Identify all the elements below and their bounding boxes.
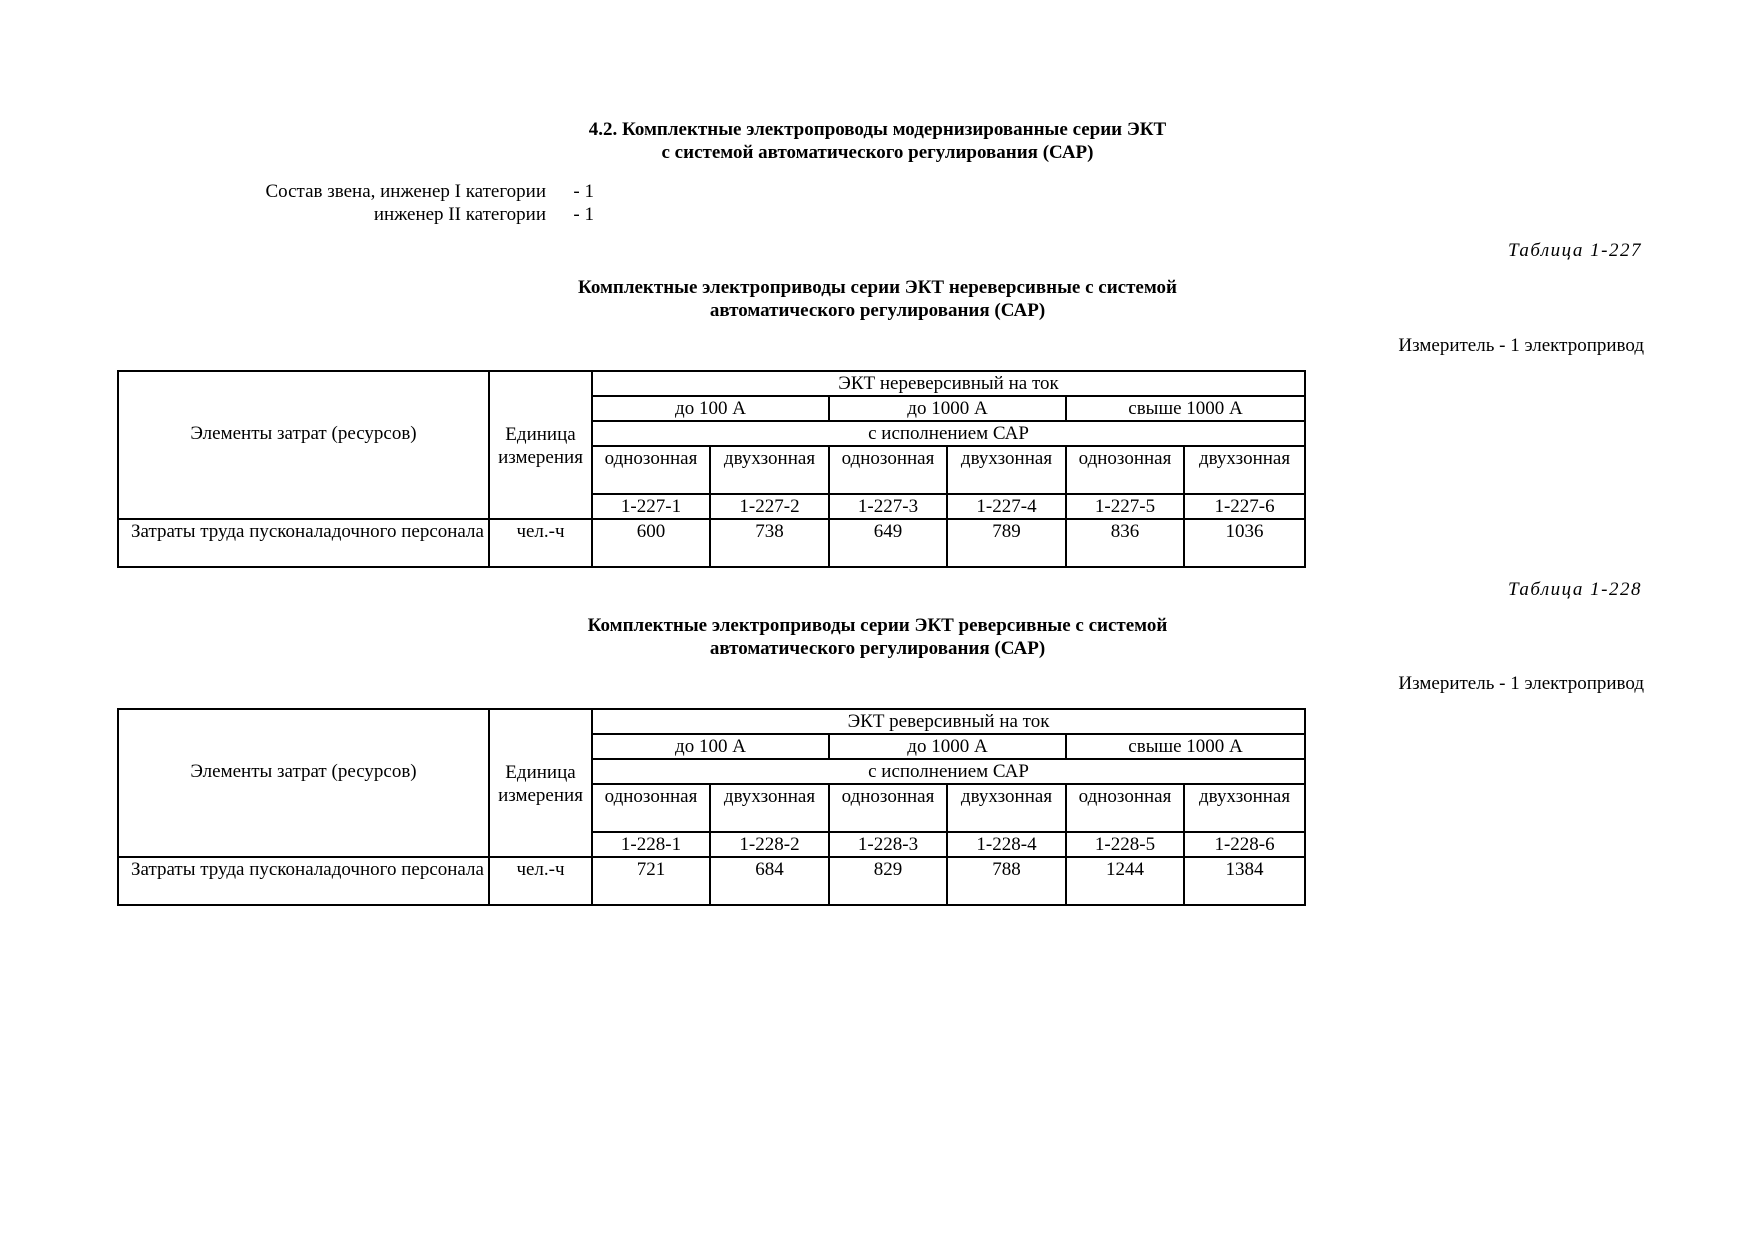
table-title-line1: Комплектные электроприводы серии ЭКТ реверсивные с системой xyxy=(587,615,1168,636)
row-name: Затраты труда пусконаладочного персонала xyxy=(118,857,489,905)
table-title xyxy=(0,276,1755,322)
header-resources: Элементы затрат (ресурсов) xyxy=(118,709,489,832)
header-zone: однозонная xyxy=(1066,446,1184,494)
header-group: ЭКТ нереверсивный на ток xyxy=(592,371,1305,396)
value-cell: 684 xyxy=(710,857,829,905)
cost-table-227 xyxy=(117,370,1306,568)
code-cell: 1-227-4 xyxy=(947,494,1066,519)
header-execution: с исполнением САР xyxy=(592,421,1305,446)
crew-composition xyxy=(200,180,594,226)
header-zone: однозонная xyxy=(829,784,947,832)
header-zone: двухзонная xyxy=(710,784,829,832)
code-cell: 1-228-2 xyxy=(710,832,829,857)
header-resources: Элементы затрат (ресурсов) xyxy=(118,371,489,494)
value-cell: 1036 xyxy=(1184,519,1305,567)
header-zone: однозонная xyxy=(829,446,947,494)
code-cell: 1-227-2 xyxy=(710,494,829,519)
table-number: Таблица 1-228 xyxy=(1507,579,1642,600)
table-row xyxy=(118,519,1305,567)
code-cell: 1-228-5 xyxy=(1066,832,1184,857)
code-cell: 1-228-1 xyxy=(592,832,710,857)
header-unit: Единица измерения xyxy=(489,371,592,494)
value-cell: 1384 xyxy=(1184,857,1305,905)
row-unit: чел.-ч xyxy=(489,857,592,905)
header-zone: двухзонная xyxy=(947,784,1066,832)
value-cell: 829 xyxy=(829,857,947,905)
value-cell: 600 xyxy=(592,519,710,567)
value-cell: 1244 xyxy=(1066,857,1184,905)
code-cell: 1-227-1 xyxy=(592,494,710,519)
table-title xyxy=(0,614,1755,660)
row-name: Затраты труда пусконаладочного персонала xyxy=(118,519,489,567)
crew-line2-count: - 1 xyxy=(573,204,594,225)
header-blank xyxy=(489,832,592,857)
table-title-line2: автоматического регулирования (САР) xyxy=(709,300,1046,321)
header-range: свыше 1000 А xyxy=(1066,734,1305,759)
value-cell: 836 xyxy=(1066,519,1184,567)
code-cell: 1-227-6 xyxy=(1184,494,1305,519)
header-zone: двухзонная xyxy=(1184,446,1305,494)
header-range: до 100 А xyxy=(592,396,829,421)
header-unit: Единица измерения xyxy=(489,709,592,832)
value-cell: 738 xyxy=(710,519,829,567)
header-range: до 100 А xyxy=(592,734,829,759)
table-measure: Измеритель - 1 электропривод xyxy=(1398,673,1644,694)
section-title-line2: с системой автоматического регулирования (САР) xyxy=(661,142,1094,163)
code-cell: 1-227-3 xyxy=(829,494,947,519)
header-execution: с исполнением САР xyxy=(592,759,1305,784)
value-cell: 649 xyxy=(829,519,947,567)
code-cell: 1-227-5 xyxy=(1066,494,1184,519)
crew-line1-count: - 1 xyxy=(573,181,594,202)
section-title-line1: 4.2. Комплектные электропроводы модернизированные серии ЭКТ xyxy=(588,119,1167,140)
value-cell: 789 xyxy=(947,519,1066,567)
header-blank xyxy=(118,494,489,519)
header-zone: двухзонная xyxy=(710,446,829,494)
header-range: свыше 1000 А xyxy=(1066,396,1305,421)
value-cell: 721 xyxy=(592,857,710,905)
header-range: до 1000 А xyxy=(829,734,1066,759)
crew-line1-label: Состав звена, инженер I категории xyxy=(265,181,546,202)
code-cell: 1-228-3 xyxy=(829,832,947,857)
header-zone: двухзонная xyxy=(1184,784,1305,832)
header-zone: однозонная xyxy=(592,446,710,494)
code-cell: 1-228-6 xyxy=(1184,832,1305,857)
header-blank xyxy=(118,832,489,857)
section-title xyxy=(0,118,1755,164)
row-unit: чел.-ч xyxy=(489,519,592,567)
crew-line2-label: инженер II категории xyxy=(373,204,546,225)
cost-table-228 xyxy=(117,708,1306,906)
code-cell: 1-228-4 xyxy=(947,832,1066,857)
value-cell: 788 xyxy=(947,857,1066,905)
table-row xyxy=(118,857,1305,905)
table-title-line2: автоматического регулирования (САР) xyxy=(709,638,1046,659)
header-zone: двухзонная xyxy=(947,446,1066,494)
table-number: Таблица 1-227 xyxy=(1507,240,1642,261)
table-title-line1: Комплектные электроприводы серии ЭКТ нереверсивные с системой xyxy=(577,277,1178,298)
table-measure: Измеритель - 1 электропривод xyxy=(1398,335,1644,356)
header-range: до 1000 А xyxy=(829,396,1066,421)
header-group: ЭКТ реверсивный на ток xyxy=(592,709,1305,734)
header-zone: однозонная xyxy=(592,784,710,832)
header-blank xyxy=(489,494,592,519)
header-zone: однозонная xyxy=(1066,784,1184,832)
